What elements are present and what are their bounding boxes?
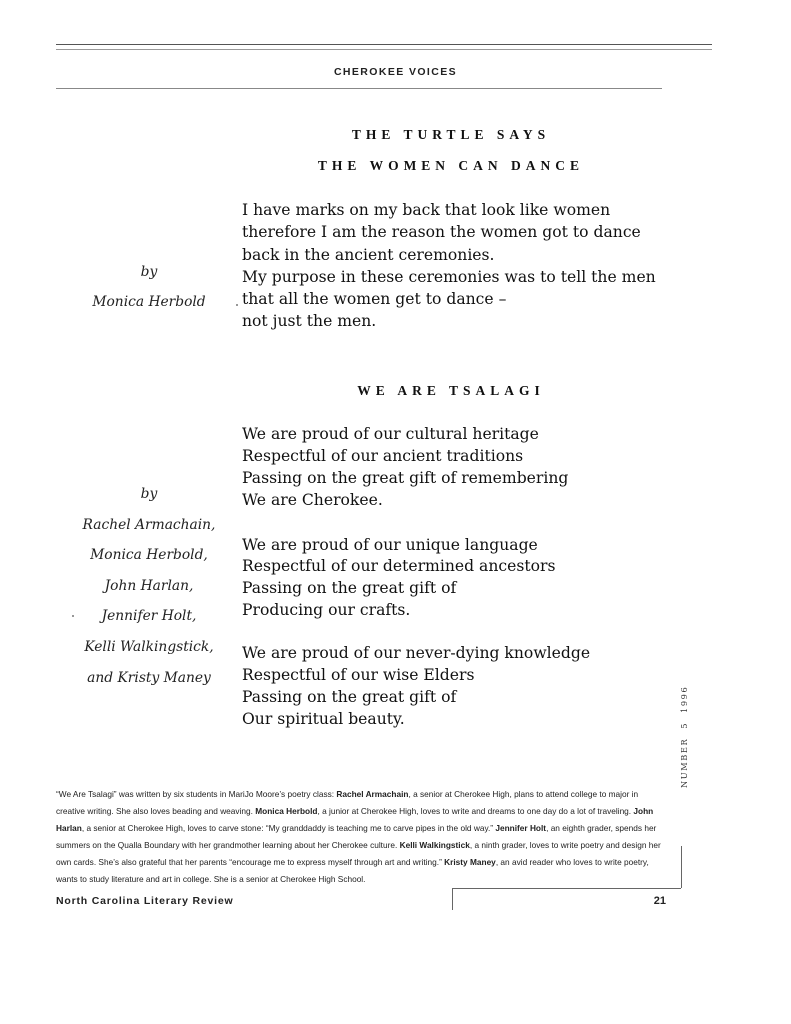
poem-line: We are Cherokee. [242,490,383,509]
poem-line: We are proud of our cultural heritage [242,425,539,443]
byline-author: John Harlan, [104,577,194,594]
byline-author: Monica Herbold [92,294,206,310]
byline-by: by [140,486,158,502]
contributor-name: Jennifer Holt [495,823,547,834]
poem-line: Passing on the great gift of [242,687,457,706]
footer-corner-left-vertical [452,888,453,910]
contributor-name: Monica Herbold [255,806,318,817]
contributor-name: John Harlan [56,806,654,834]
issue-label: NUMBER [679,737,689,788]
poem-line: Passing on the great gift of [242,579,457,598]
note-text: , a senior at Cherokee High, loves to carve stone: “My granddaddy is teaching me to carve pipes in the old way.” [81,823,496,834]
issue-year: 1996 [679,685,689,713]
poem-line: Respectful of our wise Elders [242,666,475,685]
byline-author: Kelli Walkingstick, [84,638,214,655]
note-text: , a senior at Cherokee High, plans to attend college to major in creative writing. She also loves beading and weaving. [56,789,639,817]
contributors-note [56,786,668,889]
page-number: 21 [653,895,666,907]
poem-line: Respectful of our ancient traditions [242,446,524,465]
poem1-title-line2: THE WOMEN CAN DANCE [317,158,585,173]
header-rule-bottom [56,88,662,89]
poem-line: We are proud of our never-dying knowledge [242,644,591,663]
poem-line: not just the men. [242,312,377,331]
byline-author: Monica Herbold, [90,547,208,564]
footer-corner-rule [452,888,681,889]
byline-by: by [140,264,158,280]
stanza-gap [242,512,590,535]
print-speck [72,615,74,617]
header-rule-top [56,44,712,45]
footer-corner-right-vertical [681,846,682,888]
poem-line: therefore I am the reason the women got to dance [242,223,641,242]
note-text: , a ninth grader, loves to write poetry and design her own cards. She’s also grateful that her parents “encourage me to express myself through art and writing.” [56,840,661,868]
byline-author: and Kristy Maney [87,669,211,686]
issue-side-note [679,677,689,788]
byline-author: Rachel Armachain, [82,516,216,533]
poem-line: back in the ancient ceremonies. [242,245,495,264]
poem-line: We are proud of our unique language [242,535,538,554]
contributor-name: Kristy Maney [444,857,496,868]
journal-title: North Carolina Literary Review [56,895,234,907]
contributor-name: Kelli Walkingstick [399,840,470,851]
poem-line: Producing our crafts. [242,601,411,620]
header-rule-second [56,49,712,50]
poem1-body [242,199,656,333]
issue-number: 5 [679,721,689,729]
byline-author: Jennifer Holt, [101,608,197,625]
poem-line: Respectful of our determined ancestors [242,557,556,576]
note-text: , an eighth grader, spends her summers on the Qualla Boundary with her grandmother learning about her Cherokee culture. [56,823,657,851]
note-text: , an avid reader who loves to write poetry, wants to study literature and art in college. She is a senior at Cherokee High School. [56,857,649,885]
poem-line: I have marks on my back that look like women [242,201,611,219]
poem1-byline [64,262,234,322]
section-header: CHEROKEE VOICES [333,66,458,78]
poem1-title-line1: THE TURTLE SAYS [351,127,551,142]
poem-line: Our spiritual beauty. [242,709,405,728]
note-text: “We Are Tsalagi” was written by six students in MariJo Moore’s poetry class: [56,789,337,799]
poem2-body [242,424,590,731]
print-speck [236,304,238,306]
poem-line: that all the women get to dance – [242,290,507,309]
stanza-gap [242,622,590,643]
poem-line: Passing on the great gift of remembering [242,468,569,487]
poem2-byline [64,484,234,698]
poem2-title: WE ARE TSALAGI [357,383,545,398]
contributor-name: Rachel Armachain [336,789,409,799]
poem-line: My purpose in these ceremonies was to tell the men [242,267,656,286]
note-text: , a junior at Cherokee High, loves to write and dreams to one day do a lot of traveling. [317,806,634,817]
